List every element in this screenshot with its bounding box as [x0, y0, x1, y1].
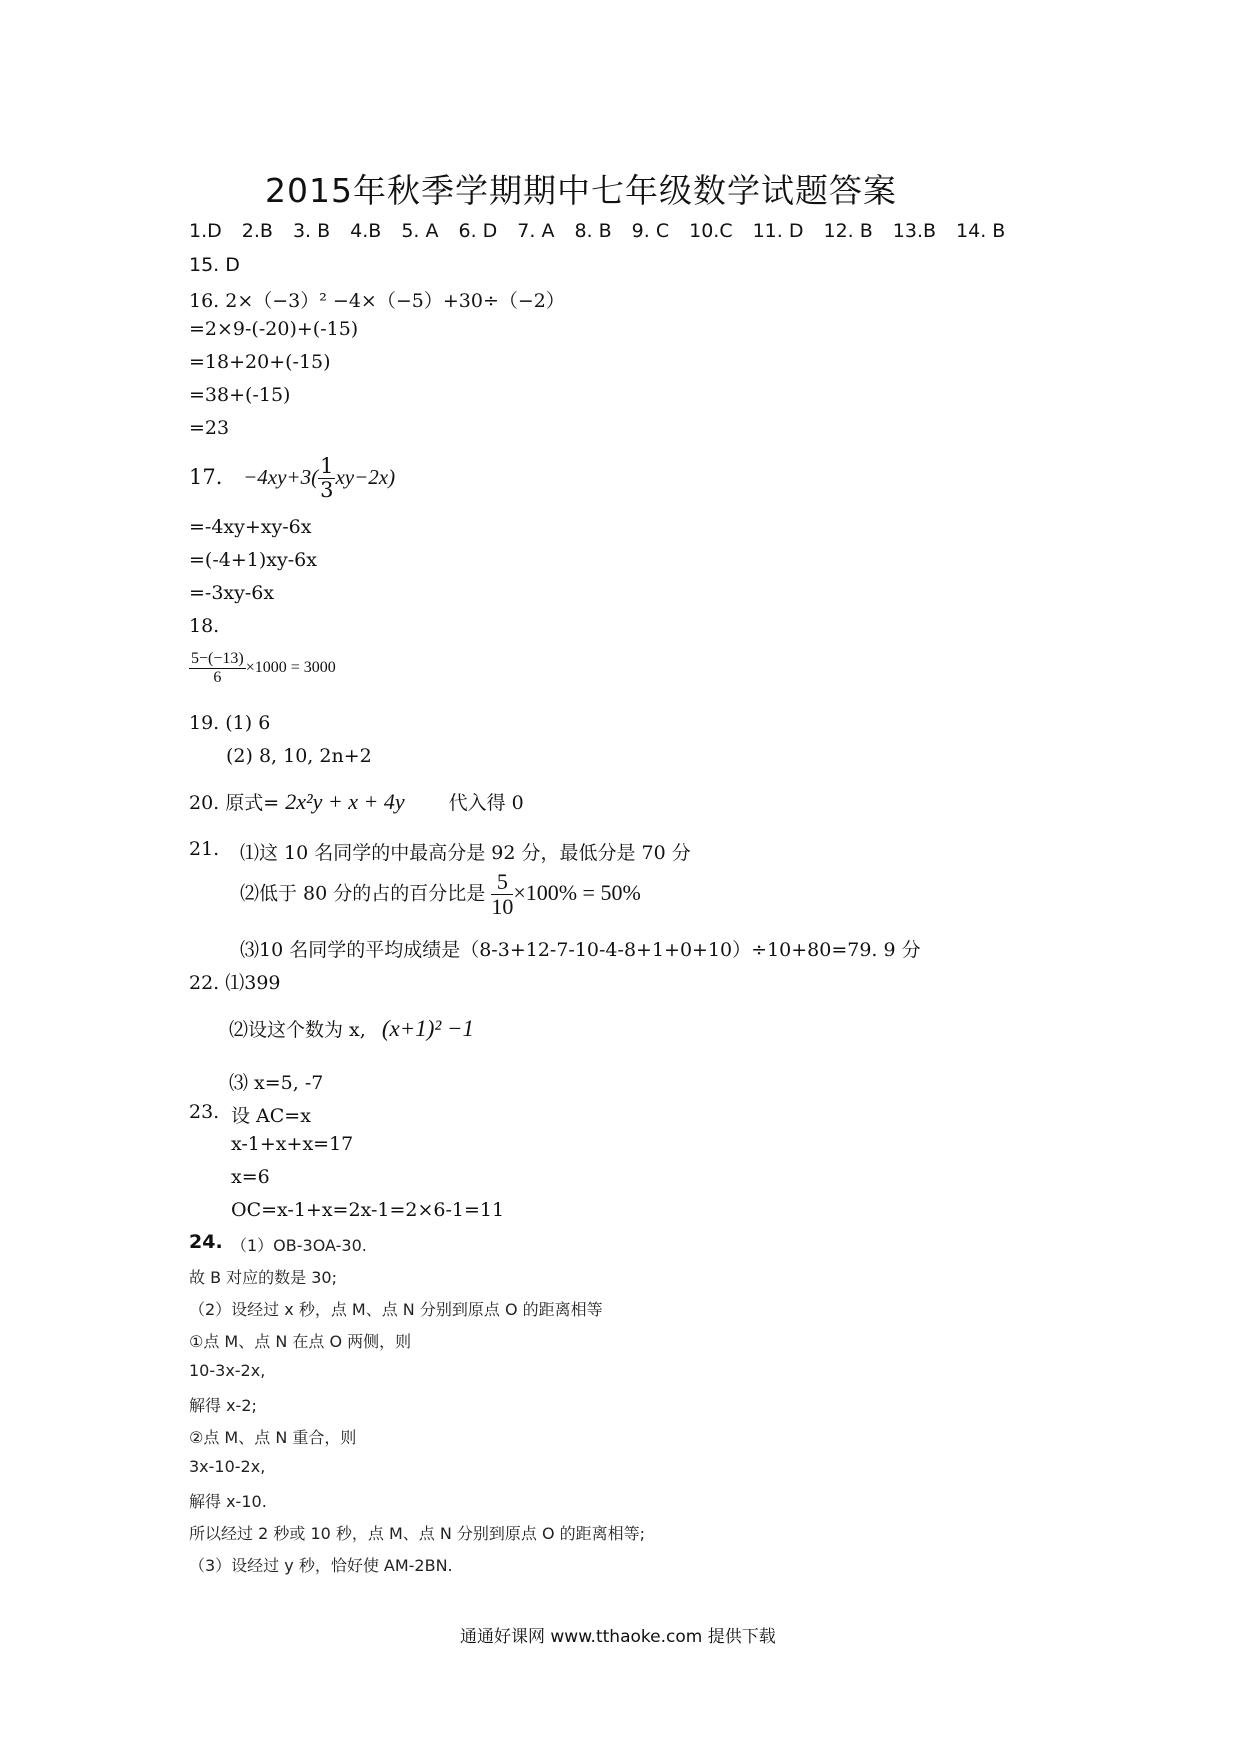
q22-expression: (x+1)² −1: [381, 1016, 475, 1041]
q21-frac-den: 10: [491, 894, 514, 920]
q21-part2: [240, 870, 641, 919]
q24-line: 故 B 对应的数是 30;: [189, 1268, 337, 1287]
q17-frac-num: 1: [320, 454, 334, 478]
q22-part2-text: ⑵设这个数为 x,: [229, 1019, 366, 1041]
q16-step: =18+20+(-15): [189, 351, 331, 373]
mc-answer: 10.C: [689, 220, 733, 242]
q23-line: 设 AC=x: [231, 1105, 311, 1127]
q21-part2-math: [491, 869, 641, 920]
q16-step: =38+(-15): [189, 384, 291, 406]
q17-fraction: [318, 455, 335, 502]
q22-part2: [229, 1015, 474, 1042]
mc-answer: 11. D: [752, 220, 804, 242]
q18-frac-den: 6: [213, 668, 222, 686]
mc-answer: 7. A: [517, 220, 555, 242]
q24-line: 10-3x-2x,: [189, 1361, 266, 1380]
q20-answer: [189, 788, 524, 815]
q23-label: 23.: [189, 1101, 220, 1123]
q18-fraction: [189, 650, 246, 686]
q16-expression: 16. 2×（−3）² −4×（−5）+30÷（−2）: [189, 290, 565, 312]
q22-part1: 22. ⑴399: [189, 972, 281, 994]
q17-step: =(-4+1)xy-6x: [189, 549, 317, 571]
q17-expr-suffix: xy−2x): [335, 465, 396, 490]
q24-line: ①点 M、点 N 在点 O 两侧，则: [189, 1332, 412, 1351]
q21-label: 21.: [189, 838, 220, 860]
q18-frac-num: 5−(−13): [191, 650, 244, 667]
q24-line: （3）设经过 y 秒，恰好使 AM-2BN.: [189, 1556, 453, 1575]
q17-step: =-3xy-6x: [189, 582, 275, 604]
q20-prefix: 20. 原式=: [189, 792, 280, 814]
q20-result: 代入得 0: [448, 792, 524, 814]
q17-label: 17.: [189, 465, 223, 490]
mc-answer: 9. C: [631, 220, 670, 242]
mc-answer-last: 15. D: [189, 254, 240, 276]
mc-answer: 14. B: [956, 220, 1006, 242]
q24-line: ②点 M、点 N 重合，则: [189, 1428, 357, 1447]
mc-answer-row: [189, 220, 1025, 242]
q23-line: OC=x-1+x=2x-1=2×6-1=11: [231, 1199, 505, 1221]
mc-answer: 1.D: [189, 220, 222, 242]
mc-answer: 4.B: [350, 220, 382, 242]
q21-part2-text: ⑵低于 80 分的占的百分比是: [240, 882, 486, 905]
mc-answer: 8. B: [574, 220, 612, 242]
mc-answer: 2.B: [241, 220, 273, 242]
mc-answer: 6. D: [458, 220, 498, 242]
q19-part2: (2) 8, 10, 2n+2: [226, 745, 372, 767]
mc-answer: 12. B: [823, 220, 873, 242]
q24-line: 3x-10-2x,: [189, 1457, 266, 1476]
q21-fraction: [491, 870, 513, 919]
q17-step: =-4xy+xy-6x: [189, 516, 312, 538]
q21-percent: ×100% = 50%: [513, 879, 641, 905]
q24-line: 解得 x-10.: [189, 1492, 267, 1511]
q16-step: =23: [189, 417, 230, 439]
q17-frac-den: 3: [320, 478, 334, 503]
q24-label: 24.: [189, 1231, 223, 1253]
q17-expr-prefix: −4xy+3(: [243, 465, 319, 490]
page-title: 2015年秋季学期期中七年级数学试题答案: [265, 171, 897, 210]
page-footer: 通通好课网 www.tthaoke.com 提供下载: [460, 1627, 776, 1647]
q17-expression: [189, 455, 395, 502]
mc-answer: 3. B: [292, 220, 331, 242]
mc-answer: 5. A: [401, 220, 439, 242]
q18-result: ×1000 = 3000: [245, 658, 336, 676]
q23-line: x-1+x+x=17: [231, 1133, 354, 1155]
q24-line: 所以经过 2 秒或 10 秒，点 M、点 N 分别到原点 O 的距离相等;: [189, 1524, 646, 1543]
q23-line: x=6: [231, 1166, 270, 1188]
q21-frac-num: 5: [491, 870, 513, 895]
mc-answer: 13.B: [892, 220, 937, 242]
q20-expression: 2x²y + x + 4y: [285, 789, 405, 814]
q19-part1: 19. (1) 6: [189, 712, 271, 734]
q18-expression: [189, 650, 336, 686]
q22-part3: ⑶ x=5, -7: [229, 1072, 324, 1094]
q24-part1: （1）OB-3OA-30.: [231, 1236, 367, 1255]
q16-step: =2×9-(-20)+(-15): [189, 318, 359, 340]
q21-part1: ⑴这 10 名同学的中最高分是 92 分，最低分是 70 分: [240, 842, 691, 864]
q18-label: 18.: [189, 615, 220, 637]
q24-line: （2）设经过 x 秒，点 M、点 N 分别到原点 O 的距离相等: [189, 1300, 603, 1319]
q24-line: 解得 x-2;: [189, 1396, 257, 1415]
q21-part3: ⑶10 名同学的平均成绩是（8-3+12-7-10-4-8+1+0+10）÷10+80=79. 9 分: [240, 939, 921, 961]
